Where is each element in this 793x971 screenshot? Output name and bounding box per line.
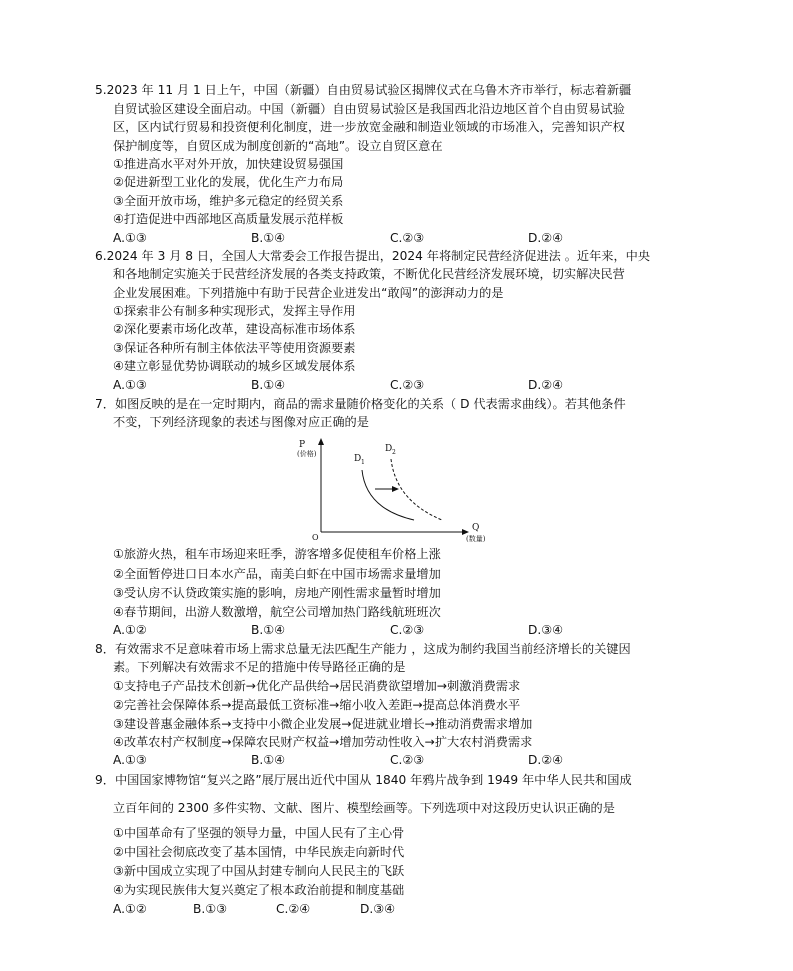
- q7-stem-line: 不变，下列经济现象的表述与图像对应正确的是: [113, 415, 369, 429]
- q6-stem-line: 6.2024 年 3 月 8 日，全国人大常委会工作报告提出，2024 年将制定民营经济促进法 。近年来，中央: [95, 249, 651, 263]
- q7-item: ②全面暂停进口日本水产品，南美白虾在中国市场需求量增加: [113, 567, 441, 581]
- q8-stem-line: 素。下列解决有效需求不足的措施中传导路径正确的是: [113, 660, 406, 674]
- q6-option-c[interactable]: C.②③: [390, 378, 425, 392]
- d2-label: D: [385, 444, 393, 454]
- q5-item: ①推进高水平对外开放，加快建设贸易强国: [113, 157, 344, 171]
- q6-option-a[interactable]: A.①③: [113, 378, 147, 392]
- q9-option-b[interactable]: B.①③: [193, 902, 228, 916]
- q9-option-c[interactable]: C.②④: [276, 902, 311, 916]
- q6-stem-line: 企业发展困难。下列措施中有助于民营企业迸发出“敢闯”的澎湃动力的是: [113, 286, 504, 300]
- y-axis-label: P: [299, 440, 306, 450]
- shift-arrow-icon: [392, 486, 399, 492]
- q6-option-d[interactable]: D.②④: [528, 378, 564, 392]
- q8-item: ④改革农村产权制度→保障农民财产权益→增加劳动性收入→扩大农村消费需求: [113, 735, 533, 749]
- q9-stem-line: 立百年间的 2300 多件实物、文献、图片、模型绘画等。下列选项中对这段历史认识正确的是: [113, 801, 615, 815]
- demand-curve-graph: [296, 437, 496, 549]
- q8-item: ①支持电子产品技术创新→优化产品供给→居民消费欲望增加→刺激消费需求: [113, 679, 521, 693]
- q5-item: ④打造促进中西部地区高质量发展示范样板: [113, 212, 344, 226]
- q7-option-a[interactable]: A.①②: [113, 623, 147, 637]
- q5-stem-line: 5.2023 年 11 月 1 日上午，中国（新疆）自由贸易试验区揭牌仪式在乌鲁木齐市举行，标志着新疆: [95, 83, 632, 97]
- q6-stem-line: 和各地制定实施关于民营经济发展的各类支持政策，不断优化民营经济发展环境，切实解决民营: [113, 267, 625, 281]
- y-axis-arrow: [318, 438, 324, 445]
- q9-option-d[interactable]: D.③④: [360, 902, 396, 916]
- q8-option-d[interactable]: D.②④: [528, 753, 564, 767]
- origin-label: O: [312, 533, 319, 542]
- q6-item: ③保证各种所有制主体依法平等使用资源要素: [113, 341, 356, 355]
- q7-item: ③受认房不认贷政策实施的影响，房地产刚性需求量暂时增加: [113, 586, 441, 600]
- q9-item: ③新中国成立实现了中国从封建专制向人民民主的飞跃: [113, 864, 405, 878]
- q6-item: ①探索非公有制多种实现形式，发挥主导作用: [113, 304, 356, 318]
- x-axis-sublabel: (数量): [466, 535, 486, 543]
- q5-option-b[interactable]: B.①④: [251, 231, 286, 245]
- q8-item: ③建设普惠金融体系→支持中小微企业发展→促进就业增长→推动消费需求增加: [113, 717, 533, 731]
- q6-item: ④建立彰显优势协调联动的城乡区域发展体系: [113, 359, 356, 373]
- x-axis-label: Q: [472, 523, 480, 533]
- q7-item: ①旅游火热，租车市场迎来旺季，游客增多促使租车价格上涨: [113, 547, 441, 561]
- q7-item: ④春节期间，出游人数激增，航空公司增加热门路线航班班次: [113, 605, 441, 619]
- q5-stem-line: 区，区内试行贸易和投资便利化制度，进一步放宽金融和制造业领域的市场准入，完善知识产权: [113, 120, 625, 134]
- q8-option-a[interactable]: A.①③: [113, 753, 147, 767]
- q8-option-b[interactable]: B.①④: [251, 753, 286, 767]
- demand-curve-d1: [362, 470, 414, 520]
- d1-label: D: [354, 454, 362, 464]
- y-axis-sublabel: (价格): [297, 450, 317, 458]
- q9-option-a[interactable]: A.①②: [113, 902, 147, 916]
- q9-item: ①中国革命有了坚强的领导力量，中国人民有了主心骨: [113, 826, 405, 840]
- demand-curve-d2: [391, 459, 442, 520]
- q8-stem-line: 8．有效需求不足意味着市场上需求总量无法匹配生产能力 ，这成为制约我国当前经济增长的关键因: [95, 642, 631, 656]
- q7-option-d[interactable]: D.③④: [528, 623, 564, 637]
- q5-option-a[interactable]: A.①③: [113, 231, 147, 245]
- q6-option-b[interactable]: B.①④: [251, 378, 286, 392]
- q5-stem-line: 自贸试验区建设全面启动。中国（新疆）自由贸易试验区是我国西北沿边地区首个自由贸易试验: [113, 102, 625, 116]
- q8-item: ②完善社会保障体系→提高最低工资标准→缩小收入差距→提高总体消费水平: [113, 698, 521, 712]
- q5-option-d[interactable]: D.②④: [528, 231, 564, 245]
- q8-option-c[interactable]: C.②③: [390, 753, 425, 767]
- q7-stem-line: 7．如图反映的是在一定时期内，商品的需求量随价格变化的关系（ D 代表需求曲线）。若其他条件: [95, 397, 626, 411]
- d1-subscript: 1: [361, 459, 365, 466]
- q9-stem-line: 9．中国国家博物馆“复兴之路”展厅展出近代中国从 1840 年鸦片战争到 1949 年中华人民共和国成: [95, 773, 632, 787]
- q9-item: ④为实现民族伟大复兴奠定了根本政治前提和制度基础: [113, 883, 405, 897]
- q7-option-b[interactable]: B.①④: [251, 623, 286, 637]
- q7-option-c[interactable]: C.②③: [390, 623, 425, 637]
- q9-item: ②中国社会彻底改变了基本国情，中华民族走向新时代: [113, 845, 405, 859]
- q5-stem-line: 保护制度等，自贸区成为制度创新的“高地”。设立自贸区意在: [113, 139, 443, 153]
- d2-subscript: 2: [392, 449, 396, 456]
- q6-item: ②深化要素市场化改革，建设高标准市场体系: [113, 322, 356, 336]
- q5-option-c[interactable]: C.②③: [390, 231, 425, 245]
- q5-item: ②促进新型工业化的发展，优化生产力布局: [113, 175, 344, 189]
- q5-item: ③全面开放市场，维护多元稳定的经贸关系: [113, 194, 344, 208]
